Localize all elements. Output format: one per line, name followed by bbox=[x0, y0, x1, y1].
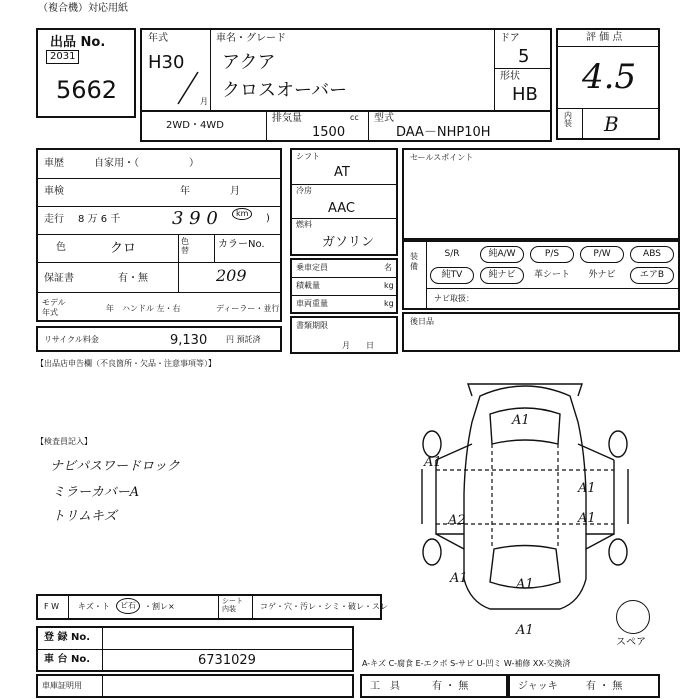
aircon-value: AAC bbox=[328, 201, 355, 216]
color-no-label: カラーNo. bbox=[218, 239, 265, 250]
tools-box bbox=[360, 674, 508, 698]
garage-cert-label: 車庫証明用 bbox=[42, 681, 82, 690]
equipment--item: 外ナビ bbox=[588, 270, 616, 280]
inspection-label: 車検 bbox=[44, 186, 64, 197]
spare-tire-icon bbox=[616, 600, 650, 634]
sales-point-label: セールスポイント bbox=[410, 153, 474, 162]
aftermarket-label: 後日品 bbox=[410, 317, 434, 326]
specs-table bbox=[290, 148, 398, 256]
seat-label: シート内装 bbox=[222, 597, 243, 613]
seat-text: コゲ・穴・汚レ・シミ・破レ・スレ bbox=[260, 602, 388, 611]
equipment--item: 純ナビ bbox=[480, 267, 524, 284]
damage-mark-right-door: A1 bbox=[578, 511, 596, 526]
model-label: 型式 bbox=[374, 113, 394, 124]
fuel-label: 燃料 bbox=[296, 220, 312, 229]
shape-label: 形状 bbox=[500, 71, 520, 82]
equipment--item: 革シート bbox=[533, 270, 570, 280]
aircon-label: 冷房 bbox=[296, 186, 312, 195]
paren-close: ) bbox=[266, 213, 270, 224]
navi-handling-label: ナビ取扱： bbox=[434, 294, 474, 303]
door-value: 5 bbox=[518, 46, 530, 67]
registration-box bbox=[36, 626, 354, 672]
tools-label: 工 具 bbox=[370, 681, 400, 692]
fw-text-2: ・割レ× bbox=[144, 602, 175, 611]
equipment-pw-item: P/W bbox=[580, 246, 624, 263]
jack-box bbox=[508, 674, 660, 698]
weight-label: 車両重量 bbox=[296, 299, 328, 308]
fw-seat-row bbox=[36, 594, 388, 620]
chassis-value: 6731029 bbox=[198, 653, 256, 668]
month-label: 月 bbox=[200, 97, 208, 106]
jack-value: 有 ・ 無 bbox=[586, 681, 623, 692]
fuel-value: ガソリン bbox=[322, 235, 375, 250]
inspection-unit: 年 月 bbox=[180, 186, 240, 197]
inspector-note-3: トリムキズ bbox=[52, 509, 117, 524]
warranty-label: 保証書 bbox=[44, 273, 74, 284]
inspector-label: 【検査員記入】 bbox=[36, 437, 92, 446]
score-box bbox=[556, 28, 660, 140]
model-value: DAA－NHP10H bbox=[396, 125, 491, 140]
recycle-value: 9,130 bbox=[170, 333, 208, 348]
damage-mark-right-front: A1 bbox=[578, 481, 596, 496]
equipment-tv-item: 純TV bbox=[430, 267, 474, 284]
damage-mark-rear: A1 bbox=[516, 577, 534, 592]
recycle-unit: 円 預託済 bbox=[226, 335, 261, 344]
displacement-unit: cc bbox=[350, 113, 359, 122]
mileage-label: 走行 bbox=[44, 214, 64, 225]
color-change-label: 色替 bbox=[181, 237, 189, 255]
mileage-handwritten: 3 9 0 bbox=[172, 208, 218, 229]
model-year-label: モデル年式 bbox=[42, 298, 66, 317]
equipment-sr-item: S/R bbox=[444, 249, 460, 259]
equipment-ps-item: P/S bbox=[530, 246, 574, 263]
shift-label: シフト bbox=[296, 152, 320, 161]
displacement-value: 1500 bbox=[312, 125, 346, 140]
load-unit: kg bbox=[384, 281, 394, 290]
fw-label: F W bbox=[44, 602, 60, 611]
sales-point-box bbox=[402, 148, 680, 240]
docs-unit: 月 日 bbox=[342, 341, 374, 350]
damage-mark-left-door: A2 bbox=[448, 513, 466, 528]
color-value: クロ bbox=[110, 241, 137, 256]
equipment-abs-item: ABS bbox=[630, 246, 674, 263]
recycle-label: リサイクル料金 bbox=[44, 335, 99, 344]
lot-stamp: 2031 bbox=[46, 50, 79, 64]
docs-label: 書類期限 bbox=[296, 321, 328, 330]
handle-side: ハンドル 左・右 bbox=[122, 304, 181, 313]
lot-number-title: 出品 No. bbox=[50, 35, 106, 50]
equipment-b-item: エアB bbox=[630, 267, 674, 284]
fw-circled: ビ石 bbox=[116, 598, 140, 614]
interior-label: 内装 bbox=[564, 111, 572, 128]
history-label: 車歴 bbox=[44, 158, 64, 169]
damage-mark-bumper: A1 bbox=[516, 623, 534, 638]
year-label: 年式 bbox=[148, 33, 168, 44]
slash-mark bbox=[174, 70, 200, 106]
registration-label: 登 録 No. bbox=[44, 632, 91, 643]
history-table bbox=[36, 148, 282, 322]
tools-value: 有 ・ 無 bbox=[432, 681, 469, 692]
chassis-label: 車 台 No. bbox=[44, 654, 91, 665]
mileage-unit: km bbox=[232, 208, 252, 220]
seller-declaration-label: 【出品店申告欄（不良箇所・欠品・注意事項等）】 bbox=[36, 359, 216, 368]
jack-label: ジャッキ bbox=[518, 681, 558, 692]
car-name-line1: アクア bbox=[222, 52, 276, 73]
weight-unit: kg bbox=[384, 299, 394, 308]
damage-mark-left-rear: A1 bbox=[450, 571, 468, 586]
fw-text: キズ・ト bbox=[78, 602, 110, 611]
drive-label: 2WD・4WD bbox=[166, 120, 224, 131]
engine-row bbox=[140, 110, 552, 142]
damage-legend: A-キズ C-腐食 E-エクボ S-サビ U-凹ミ W-補修 XX-交換済 bbox=[362, 659, 571, 668]
score-label: 評 価 点 bbox=[586, 32, 623, 43]
recycle-row bbox=[36, 326, 282, 352]
spare-label: スペア bbox=[616, 637, 646, 648]
equipment-box bbox=[402, 240, 680, 310]
dealer-type: ディーラー・並行 bbox=[216, 304, 280, 313]
equipment-aw-item: 純A/W bbox=[480, 246, 524, 263]
year-value: H30 bbox=[148, 52, 185, 73]
car-name-line2: クロスオーバー bbox=[222, 80, 348, 101]
lot-number-value: 5662 bbox=[56, 76, 118, 104]
damage-mark-left-front: A1 bbox=[424, 455, 442, 470]
damage-mark-hood: A1 bbox=[512, 413, 530, 428]
color-no-value: 209 bbox=[216, 266, 247, 285]
shape-value: HB bbox=[512, 84, 538, 105]
form-header-text: （複合機）対応用紙 bbox=[38, 3, 128, 14]
vehicle-info-box bbox=[140, 28, 552, 112]
capacity-label: 乗車定員 bbox=[296, 263, 328, 272]
aftermarket-box bbox=[402, 312, 680, 352]
docs-deadline bbox=[290, 316, 398, 354]
history-value: 自家用・（ ） bbox=[94, 158, 199, 169]
inspector-note-1: ナビパスワードロック bbox=[50, 459, 180, 474]
garage-cert-box bbox=[36, 674, 354, 698]
load-label: 積載量 bbox=[296, 281, 320, 290]
score-value: 4.5 bbox=[582, 57, 637, 97]
car-name-label: 車名・グレード bbox=[216, 33, 286, 44]
shift-value: AT bbox=[334, 165, 350, 180]
warranty-value: 有・無 bbox=[118, 273, 148, 284]
interior-value: B bbox=[604, 112, 619, 136]
mileage-value: 8 万 6 千 bbox=[78, 214, 121, 225]
lot-number-box bbox=[36, 28, 136, 118]
model-year-unit: 年 bbox=[106, 304, 114, 313]
capacity-unit: 名 bbox=[384, 263, 392, 272]
door-label: ドア bbox=[500, 33, 520, 44]
displacement-label: 排気量 bbox=[272, 113, 302, 124]
color-label: 色 bbox=[56, 242, 66, 253]
inspector-note-2: ミラーカバーA bbox=[52, 485, 140, 500]
capacity-table bbox=[290, 258, 398, 314]
equipment-label: 装備 bbox=[410, 252, 418, 272]
